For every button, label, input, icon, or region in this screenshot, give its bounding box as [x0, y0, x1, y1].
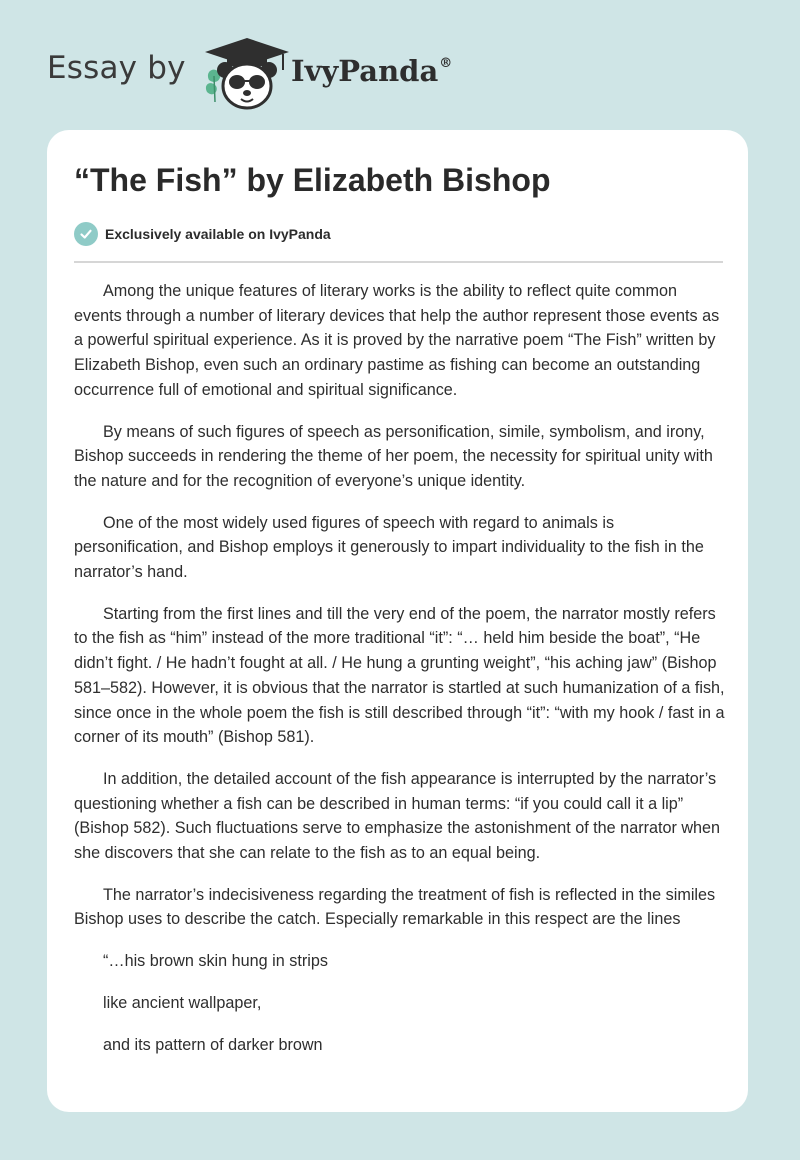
brand-name[interactable]: IvyPanda®: [291, 54, 453, 88]
paragraph: In addition, the detailed account of the fish appearance is interrupted by the narrator’s questioning whether a fish can be described in human terms: “if you could call it a lip” (Bishop 582). Such fluctuations serve to emphasize the astonishment of the narrator when she discovers that she can relate to the fish as to an equal being.: [74, 769, 721, 863]
ivypanda-logo-icon[interactable]: [203, 36, 291, 112]
registered-mark: ®: [439, 56, 453, 71]
article-body: [74, 279, 726, 1074]
essay-by-label: Essay by: [47, 50, 186, 86]
article-card: [47, 130, 748, 1112]
quote-line: “…his brown skin hung in strips: [103, 952, 328, 971]
paragraph: Among the unique features of literary works is the ability to reflect quite common events through a number of literary devices that help the author represent those events as a powerful spiritual experience. As it is proved by the narrative poem “The Fish” written by Elizabeth Bishop, even such an ordinary pastime as fishing can become an outstanding occurrence full of emotional and spiritual significance.: [74, 282, 720, 399]
exclusive-badge: [74, 222, 331, 246]
divider: [74, 261, 723, 263]
paragraph: The narrator’s indecisiveness regarding the treatment of fish is reflected in the similes Bishop uses to describe the catch. Especially remarkable in this respect are the lines: [74, 885, 716, 929]
paragraph: Starting from the first lines and till the very end of the poem, the narrator mostly refers to the fish as “him” instead of the more traditional “it”: “… held him beside the boat”, “He didn’t fight. / He hadn’t fought at all. / He hung a grunting weight”, “his aching jaw” (Bishop 581–582). However, it is obvious that the narrator is startled at such humanization of a fish, since once in the whole poem the fish is still described through “it”: “with my hook / fast in a corner of its mouth” (Bishop 581).: [74, 604, 725, 747]
check-icon: [74, 222, 98, 246]
quote-line: like ancient wallpaper,: [103, 993, 262, 1012]
quote-line: and its pattern of darker brown: [103, 1035, 323, 1054]
paragraph: By means of such figures of speech as personification, simile, symbolism, and irony, Bishop succeeds in rendering the theme of her poem, the necessity for spiritual unity with the nature and for the recognition of everyone’s unique identity.: [74, 422, 713, 490]
article-title: “The Fish” by Elizabeth Bishop: [74, 162, 551, 198]
exclusive-badge-text: Exclusively available on IvyPanda: [105, 226, 331, 242]
site-header: [47, 36, 507, 116]
paragraph: One of the most widely used figures of speech with regard to animals is personification, and Bishop employs it generously to impart individuality to the fish in the narrator’s hand.: [74, 513, 704, 582]
